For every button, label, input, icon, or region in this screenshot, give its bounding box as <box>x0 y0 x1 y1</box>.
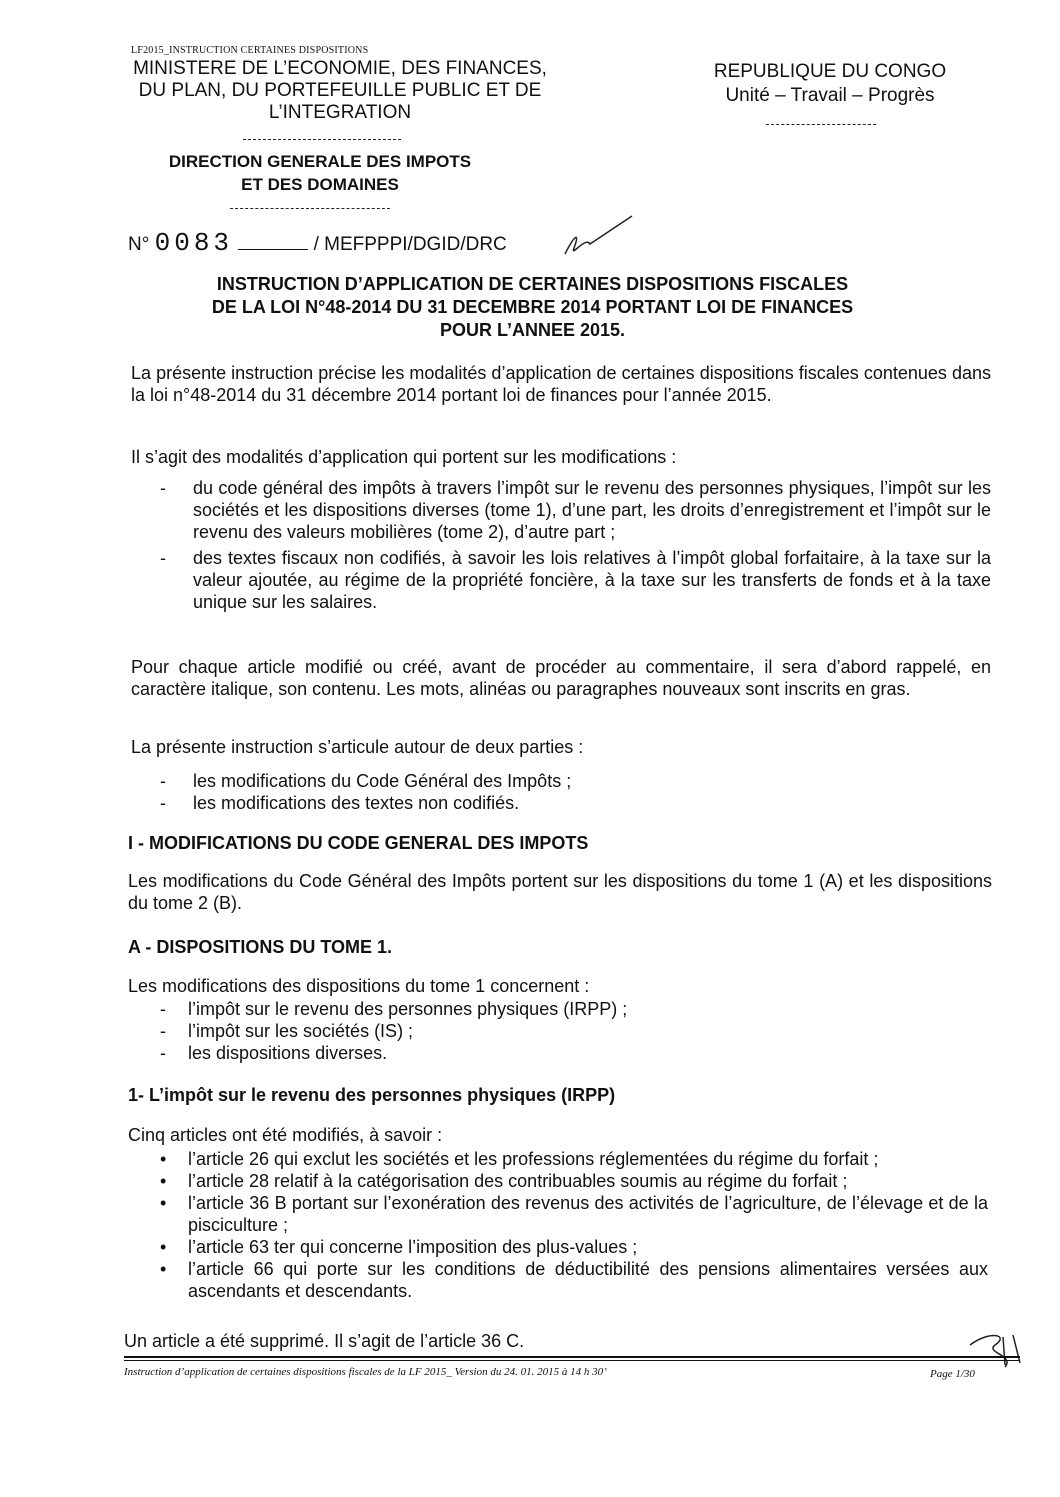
divider <box>766 124 876 125</box>
list-item: - les modifications des textes non codifiés. <box>160 793 520 813</box>
page-number: Page 1/30 <box>930 1368 975 1380</box>
direction-line: ET DES DOMAINES <box>241 175 399 194</box>
title-line: DE LA LOI N°48-2014 DU 31 DECEMBRE 2014 PORTANT LOI DE FINANCES <box>211 297 854 317</box>
parts-list <box>160 770 991 814</box>
paragraph: Les modifications des dispositions du tome 1 concernent : <box>128 976 590 996</box>
ministry-line: L’INTEGRATION <box>268 102 412 123</box>
republic-motto: Unité – Travail – Progrès <box>725 85 935 106</box>
list-item: • l’article 26 qui exclut les sociétés et les professions réglementées du régime du forfait ; <box>160 1149 879 1169</box>
modifications-list <box>160 477 991 613</box>
number-suffix: / MEFPPPI/DGID/DRC <box>313 234 507 255</box>
number-underline <box>238 249 308 250</box>
handwritten-initials-mark <box>560 214 640 264</box>
republic-name: REPUBLIQUE DU CONGO <box>713 61 947 82</box>
paragraph: Cinq articles ont été modifiés, à savoir : <box>128 1125 443 1145</box>
intro-paragraph: La présente instruction précise les modalités d’application de certaines dispositions fiscales contenues dans la loi n°48-2014 du 31 décembre 2014 portant loi de finances pour l’année 2015. <box>131 363 991 405</box>
list-item: • l’article 66 qui porte sur les conditions de déductibilité des pensions alimentaires versées aux ascendants et descendants. <box>160 1259 988 1301</box>
footer-rule <box>124 1360 1020 1361</box>
list-item: - les modifications du Code Général des Impôts ; <box>160 771 572 791</box>
paragraph: La présente instruction s’articule autour de deux parties : <box>131 737 584 757</box>
list-item: • l’article 36 B portant sur l’exonération des revenus des activités de l’agriculture, de l’élevage et de la pisciculture ; <box>160 1193 988 1235</box>
paragraph: Les modifications du Code Général des Impôts portent sur les dispositions du tome 1 (A) et les dispositions du tome 2 (B). <box>128 871 992 913</box>
list-item: - du code général des impôts à travers l’impôt sur le revenu des personnes physiques, l’impôt sur les sociétés et les dispositions diverses (tome 1), d’une part, les droits d’enregistrement et l’impôt sur le revenu des valeurs mobilières (tome 2), d’autre part ; <box>160 478 991 542</box>
subsection-heading: 1- L’impôt sur le revenu des personnes physiques (IRPP) <box>128 1085 616 1105</box>
document-title <box>110 273 955 342</box>
ministry-name <box>100 58 580 124</box>
paragraph: Pour chaque article modifié ou créé, avant de procéder au commentaire, il sera d’abord rappelé, en caractère italique, son contenu. Les mots, alinéas ou paragraphes nouveaux sont inscrits en gras. <box>131 657 991 699</box>
list-item: - l’impôt sur le revenu des personnes physiques (IRPP) ; <box>160 999 628 1019</box>
section-heading: I - MODIFICATIONS DU CODE GENERAL DES IMPOTS <box>128 833 589 853</box>
document-tag: LF2015_INSTRUCTION CERTAINES DISPOSITIONS <box>131 45 369 56</box>
number-value: 0083 <box>154 228 234 258</box>
articles-list <box>160 1148 988 1302</box>
footer-text: Instruction d’application de certaines dispositions fiscales de la LF 2015_ Version du 24. 01. 2015 à 14 h 30’ <box>124 1366 607 1378</box>
direction-line: DIRECTION GENERALE DES IMPOTS <box>168 152 472 171</box>
list-item: • l’article 63 ter qui concerne l’imposition des plus-values ; <box>160 1237 638 1257</box>
title-line: INSTRUCTION D’APPLICATION DE CERTAINES DISPOSITIONS FISCALES <box>216 274 849 294</box>
ministry-line: MINISTERE DE L’ECONOMIE, DES FINANCES, <box>133 58 547 79</box>
list-item: • l’article 28 relatif à la catégorisation des contribuables soumis au régime du forfait ; <box>160 1171 848 1191</box>
number-prefix: N° <box>128 234 150 255</box>
title-line: POUR L’ANNEE 2015. <box>439 320 626 340</box>
subsection-heading: A - DISPOSITIONS DU TOME 1. <box>128 937 393 957</box>
tome1-list <box>160 998 988 1064</box>
reference-number <box>128 228 507 258</box>
list-item: - l’impôt sur les sociétés (IS) ; <box>160 1021 414 1041</box>
divider <box>230 208 390 209</box>
republic-block <box>690 60 970 108</box>
footer-rule <box>124 1356 1020 1358</box>
paragraph: Il s’agit des modalités d’application qui portent sur les modifications : <box>131 447 677 467</box>
direction-name <box>120 150 520 196</box>
paragraph: Un article a été supprimé. Il s’agit de l’article 36 C. <box>124 1331 525 1351</box>
list-item: - des textes fiscaux non codifiés, à savoir les lois relatives à l’impôt global forfaitaire, à la taxe sur la valeur ajoutée, au régime de la propriété foncière, à la taxe sur les transferts de fonds et à la taxe unique sur les salaires. <box>160 548 991 612</box>
ministry-line: DU PLAN, DU PORTEFEUILLE PUBLIC ET DE <box>138 80 542 101</box>
list-item: - les dispositions diverses. <box>160 1043 388 1063</box>
divider <box>243 139 401 140</box>
